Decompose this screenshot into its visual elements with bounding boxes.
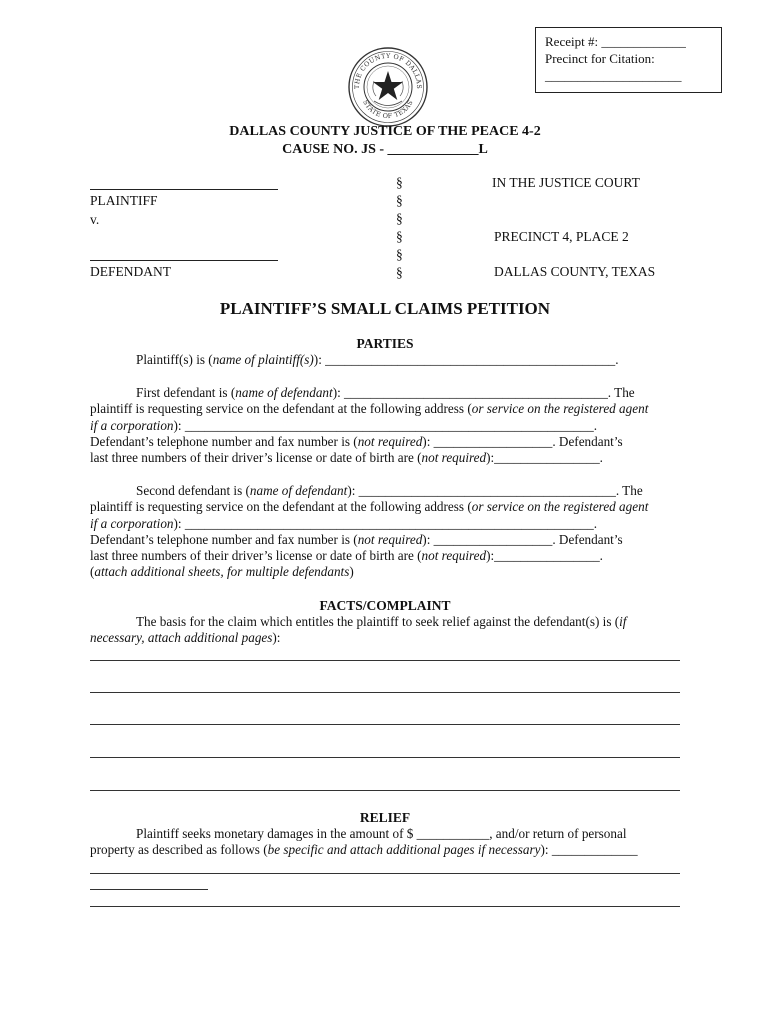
first-defendant-name-input[interactable]: ): ________________________________________. The [332,385,635,400]
plaintiff-name-field[interactable] [90,175,278,190]
plaintiff-label: PLAINTIFF [90,193,158,208]
first-defendant-address-input[interactable]: ): ______________________________________________________________. [173,417,597,433]
relief-line[interactable] [90,873,680,874]
section-symbol: § [396,229,403,244]
facts-line[interactable] [90,692,680,693]
seal-ring-top: THE COUNTY OF DALLAS [352,51,424,90]
plaintiff-name-input[interactable]: ): ____________________________________________. [313,352,619,367]
facts-statement: The basis for the claim which entitles the plaintiff to seek relief against the defendant(s) is (if necessary, attach additional pages): [90,614,627,646]
court-name: IN THE JUSTICE COURT [492,175,640,190]
facts-heading: FACTS/COMPLAINT [319,598,451,613]
second-defendant-address-input[interactable]: ): ______________________________________________________________. [173,515,597,531]
facts-line[interactable] [90,724,680,725]
versus-label: v. [90,212,100,227]
relief-line[interactable] [90,906,680,907]
cause-number: CAUSE NO. JS - _____________L [282,142,488,157]
seal-ring-bottom: STATE OF TEXAS [361,98,415,121]
relief-heading: RELIEF [359,810,411,825]
attach-note: attach additional sheets, for multiple defendants [94,564,350,580]
parties-heading: PARTIES [356,336,414,351]
receipt-box [535,27,722,93]
plaintiff-statement: Plaintiff(s) is (name of plaintiff(s)): ____________________________________________. [136,352,619,367]
county-state: DALLAS COUNTY, TEXAS [494,264,656,279]
facts-line[interactable] [90,757,680,758]
second-defendant-license-input[interactable]: ):________________. [486,548,603,564]
county-seal-icon [347,46,429,128]
section-symbol: § [396,193,403,208]
second-defendant-name-input[interactable]: ): _______________________________________. The [347,483,643,498]
precinct-label: Precinct for Citation: [545,51,655,66]
section-symbol: § [396,247,403,262]
second-defendant-block: Second defendant is (name of defendant): _______________________________________. The plaintiff is requesting service on the defendant at the following address (or service on the registered agent if a corporation): ______________________________________________________________. Defendant’s telephone number and fax number is (not required): __________________. Defendant’s last three numbers of their driver’s license or date of birth are (not required):________________. (attach additional sheets, for multiple defendants) [90,483,649,580]
facts-line[interactable] [90,660,680,661]
section-symbol: § [396,211,403,226]
relief-line[interactable] [90,889,208,890]
defendant-label: DEFENDANT [90,264,171,279]
first-defendant-license-input[interactable]: ):________________. [486,450,603,466]
receipt-number-field[interactable]: Receipt #: _____________ [545,34,686,49]
facts-line[interactable] [90,790,680,791]
court-title: DALLAS COUNTY JUSTICE OF THE PEACE 4-2 [229,124,541,139]
section-symbol: § [396,265,403,280]
precinct-place: PRECINCT 4, PLACE 2 [494,229,629,244]
precinct-field[interactable]: _____________________ [545,68,682,83]
section-symbol: § [396,175,403,190]
second-defendant-phone-input[interactable]: ): __________________. Defendant’s [422,531,623,547]
relief-statement: Plaintiff seeks monetary damages in the amount of $ ___________, and/or return of personal property as described as follows (be specific and attach additional pages if necessary): _____________ [90,826,680,859]
relief-property-input[interactable]: ): _____________ [540,842,638,858]
first-defendant-block: First defendant is (name of defendant): ________________________________________. The plaintiff is requesting service on the defendant at the following address (or service on the registered agent if a corporation): ______________________________________________________________. Defendant’s telephone number and fax number is (not required): __________________. Defendant’s last three numbers of their driver’s license or date of birth are (not required):________________. [90,385,649,466]
relief-amount-input[interactable]: Plaintiff seeks monetary damages in the amount of $ ___________, and/or return of personal [136,826,627,841]
petition-title: PLAINTIFF’S SMALL CLAIMS PETITION [219,299,551,318]
first-defendant-phone-input[interactable]: ): __________________. Defendant’s [422,433,623,449]
defendant-name-field[interactable] [90,246,278,261]
